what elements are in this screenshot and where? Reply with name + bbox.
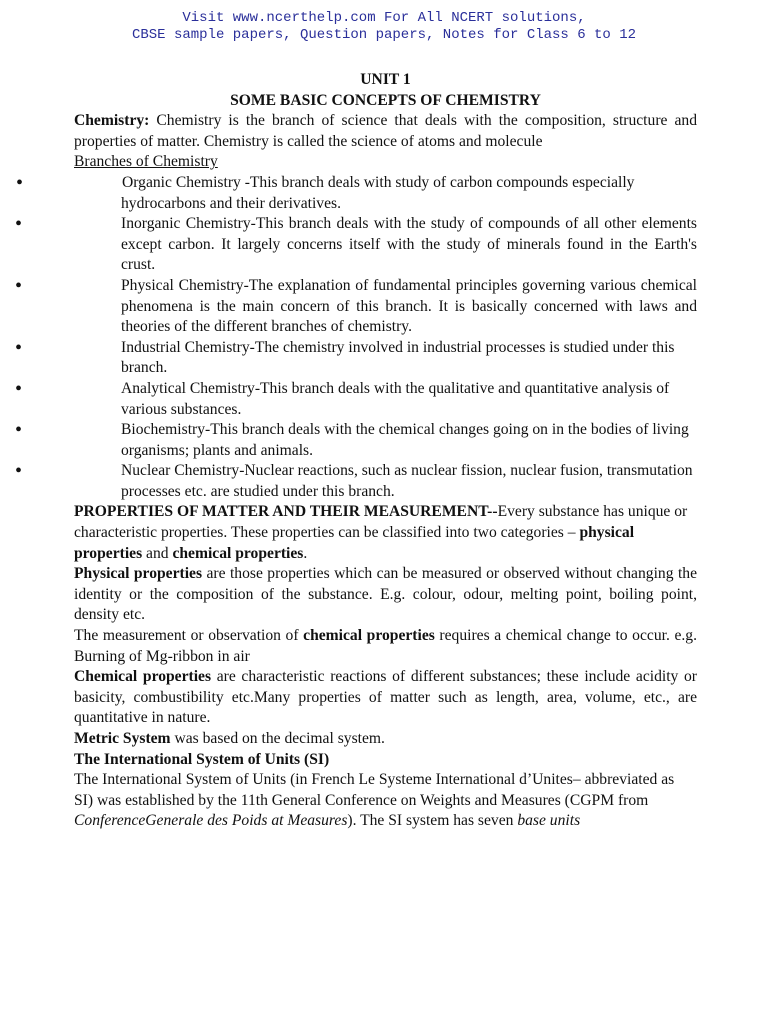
chemical-text: are characteristic reactions of different substances; these include acidity or basicity, combustibility etc.Many properties of matter such as length, area, volume, etc., are quantitative in nature.: [74, 668, 698, 727]
chemical-properties-term: chemical properties: [172, 544, 304, 562]
branch-text: Biochemistry-This branch deals with the chemical changes going on in the bodies of living organisms; plants and animals.: [121, 421, 689, 459]
bullet-icon: •: [15, 419, 23, 442]
si-italic-a: ConferenceGenerale des Poids at Measures: [74, 812, 348, 830]
metric-text: was based on the decimal system.: [170, 730, 385, 747]
branch-text: Industrial Chemistry-The chemistry involved in industrial processes is studied under this branch.: [121, 338, 675, 377]
document-body: [15, 70, 698, 832]
list-item: [15, 213, 697, 276]
chapter-title: SOME BASIC CONCEPTS OF CHEMISTRY: [230, 91, 541, 109]
and-text: and: [142, 544, 173, 562]
branch-text: Inorganic Chemistry-This branch deals with the study of compounds of all other elements except carbon. It largely concerns itself with the study of minerals found in the Earth's crust.: [121, 215, 697, 274]
bullet-icon: •: [15, 274, 23, 297]
branches-list: [15, 171, 697, 503]
chemical-term: Chemical properties: [74, 668, 212, 686]
bullet-icon: •: [16, 171, 24, 194]
list-item: [15, 274, 697, 338]
branch-text: Organic Chemistry -This branch deals with study of carbon compounds especially hydrocarbons and their derivatives.: [121, 173, 635, 212]
branch-text: Physical Chemistry-The explanation of fundamental principles governing various chemical phenomena is the main concern of this branch. It is basically concerned with laws and theories of the different branches of chemistry.: [121, 276, 697, 336]
physical-term: Physical properties: [74, 565, 203, 583]
banner-line-1: Visit www.ncerthelp.com For All NCERT solutions,: [182, 10, 586, 26]
bullet-icon: •: [15, 460, 23, 483]
list-item: [15, 419, 697, 461]
bullet-icon: •: [15, 213, 23, 236]
si-text-b: ). The SI system has seven: [347, 812, 518, 830]
period-text: .: [303, 544, 308, 562]
chemistry-definition: [74, 111, 697, 152]
list-item: [15, 460, 697, 502]
branch-text: Nuclear Chemistry-Nuclear reactions, such as nuclear fission, nuclear fusion, transmutation processes etc. are studied under this branch.: [121, 462, 693, 500]
metric-paragraph: [74, 729, 697, 750]
si-text-a: The International System of Units (in French Le Systeme International d’Unites– abbreviated as SI) was established by the 11th General Conference on Weights and Measures (CGPM from: [74, 771, 675, 809]
measurement-text-a: The measurement or observation of: [74, 627, 304, 645]
properties-heading: PROPERTIES OF MATTER AND THEIR MEASUREMENT--: [74, 503, 498, 521]
list-item: [15, 377, 697, 420]
bullet-icon: •: [15, 336, 23, 359]
chemical-paragraph: [74, 667, 697, 729]
site-banner: [0, 10, 768, 44]
metric-term: Metric System: [74, 730, 171, 747]
physical-properties-term: physical properties: [74, 524, 635, 562]
properties-paragraph: [74, 502, 697, 564]
branch-text: Analytical Chemistry-This branch deals with the qualitative and quantitative analysis of various substances.: [121, 379, 670, 418]
measurement-text-b: requires a chemical change to occur. e.g. Burning of Mg-ribbon in air: [74, 627, 697, 665]
si-heading: [74, 750, 697, 771]
measurement-paragraph: [74, 626, 697, 667]
list-item: [16, 171, 697, 214]
physical-paragraph: [74, 564, 697, 626]
banner-line-2: CBSE sample papers, Question papers, Notes for Class 6 to 12: [131, 27, 637, 43]
si-paragraph: [74, 770, 697, 832]
chemistry-def-text: Chemistry is the branch of science that deals with the composition, structure and properties of matter. Chemistry is called the science of atoms and molecule: [74, 112, 697, 150]
properties-text: Every substance has unique or characteristic properties. These properties can be classified into two categories –: [74, 503, 688, 542]
branches-heading: Branches of Chemistry: [74, 153, 218, 171]
list-item: [15, 336, 697, 379]
physical-text: are those properties which can be measured or observed without changing the identity or the composition of the substance. E.g. colour, odour, melting point, boiling point, density etc.: [74, 565, 697, 624]
bullet-icon: •: [15, 377, 23, 400]
unit-label: UNIT 1: [360, 71, 411, 88]
chemistry-term: Chemistry:: [74, 112, 150, 130]
measurement-term: chemical properties: [303, 627, 435, 645]
si-italic-b: base units: [517, 812, 581, 830]
si-heading-text: The International System of Units (SI): [74, 750, 330, 768]
